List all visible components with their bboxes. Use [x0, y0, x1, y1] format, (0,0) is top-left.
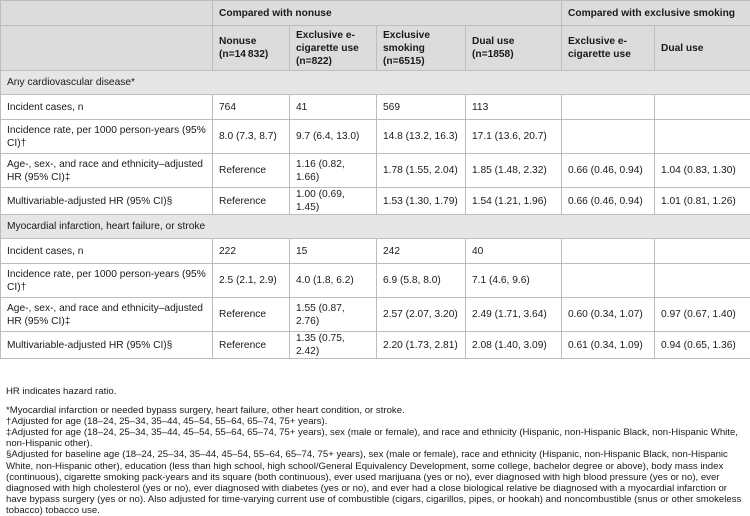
row-label: Multivariable-adjusted HR (95% CI)§ — [1, 332, 213, 359]
table-cell: 1.85 (1.48, 2.32) — [466, 154, 562, 188]
header-columns-row — [1, 26, 750, 71]
table-row — [1, 239, 750, 264]
table-cell: 4.0 (1.8, 6.2) — [290, 264, 377, 298]
footnote-asterisk: *Myocardial infarction or needed bypass surgery, heart failure, other heart condition, or stroke. — [6, 405, 744, 416]
table-cell: 222 — [213, 239, 290, 264]
row-label: Incidence rate, per 1000 person-years (95% CI)† — [1, 264, 213, 298]
table-footnotes — [6, 386, 744, 516]
header-group-row — [1, 1, 750, 26]
table-cell: 1.53 (1.30, 1.79) — [377, 188, 466, 215]
header-blank — [1, 1, 213, 26]
table-row — [1, 154, 750, 188]
table-cell: 0.94 (0.65, 1.36) — [655, 332, 750, 359]
table-cell: 8.0 (7.3, 8.7) — [213, 120, 290, 154]
table-cell: 242 — [377, 239, 466, 264]
table-cell: 40 — [466, 239, 562, 264]
table-cell: 2.49 (1.71, 3.64) — [466, 298, 562, 332]
table-cell: 7.1 (4.6, 9.6) — [466, 264, 562, 298]
table-cell: Reference — [213, 298, 290, 332]
table-cell: 9.7 (6.4, 13.0) — [290, 120, 377, 154]
section-title: Myocardial infarction, heart failure, or stroke — [1, 215, 750, 239]
footnote-section: §Adjusted for baseline age (18–24, 25–34, 35–44, 45–54, 55–64, 65–74, 75+ years), sex (male or female), race and ethnicity (Hispanic, non-Hispanic Black, non-Hispanic White, non-Hispanic other), education (less than high school, high school/General Equivalency Development, some college, bachelor degree or above), body mass index (continuous), cigarette smoking pack-years and its square (both continuous), ever used marijuana (yes or no), ever diagnosed with high blood pressure (yes or no), ever diagnosed with high cholesterol (yes or no), ever diagnosed with diabetes (yes or no), and ever had a close biological relative be diagnosed with a myocardial infarction or have bypass surgery (yes or no). Also adjusted for time-varying current use of combustible (cigars, cigarillos, pipes, or hookah) and noncombustible (snus or other smokeless tobacco) tobacco use. — [6, 449, 744, 516]
table-cell: 1.35 (0.75, 2.42) — [290, 332, 377, 359]
header-blank — [1, 26, 213, 71]
table-cell: Reference — [213, 154, 290, 188]
table-cell — [562, 120, 655, 154]
table-cell — [562, 95, 655, 120]
column-header: Nonuse (n=14 832) — [213, 26, 290, 71]
table-cell — [655, 95, 750, 120]
table-cell: 1.00 (0.69, 1.45) — [290, 188, 377, 215]
column-header: Exclusive smoking (n=6515) — [377, 26, 466, 71]
table-cell: 113 — [466, 95, 562, 120]
table-cell: Reference — [213, 188, 290, 215]
column-header: Exclusive e-cigarette use — [562, 26, 655, 71]
table-cell: 17.1 (13.6, 20.7) — [466, 120, 562, 154]
table-cell: 1.04 (0.83, 1.30) — [655, 154, 750, 188]
row-label: Multivariable-adjusted HR (95% CI)§ — [1, 188, 213, 215]
footnote-double-dagger: ‡Adjusted for age (18–24, 25–34, 35–44, 45–54, 55–64, 65–74, 75+ years), sex (male or female), and race and ethnicity (Hispanic, non-Hispanic Black, non-Hispanic White, non-Hispanic other). — [6, 427, 744, 449]
table-cell: 1.55 (0.87, 2.76) — [290, 298, 377, 332]
table-row — [1, 95, 750, 120]
row-label: Incident cases, n — [1, 95, 213, 120]
column-header: Exclusive e-cigarette use (n=822) — [290, 26, 377, 71]
section-row — [1, 215, 750, 239]
row-label: Age-, sex-, and race and ethnicity–adjusted HR (95% CI)‡ — [1, 154, 213, 188]
footnote-abbreviation: HR indicates hazard ratio. — [6, 386, 744, 397]
section-title: Any cardiovascular disease* — [1, 71, 750, 95]
row-label: Incidence rate, per 1000 person-years (95% CI)† — [1, 120, 213, 154]
table-row — [1, 298, 750, 332]
table-cell: 15 — [290, 239, 377, 264]
header-group-smoking: Compared with exclusive smoking — [562, 1, 750, 26]
table-cell: 41 — [290, 95, 377, 120]
section-row — [1, 71, 750, 95]
table-row — [1, 264, 750, 298]
table-cell: 0.61 (0.34, 1.09) — [562, 332, 655, 359]
table-cell: 1.54 (1.21, 1.96) — [466, 188, 562, 215]
table-cell — [562, 264, 655, 298]
table-cell: 2.5 (2.1, 2.9) — [213, 264, 290, 298]
table-cell: 0.97 (0.67, 1.40) — [655, 298, 750, 332]
table-cell: 1.78 (1.55, 2.04) — [377, 154, 466, 188]
table-cell — [655, 239, 750, 264]
table-cell: 0.66 (0.46, 0.94) — [562, 154, 655, 188]
table-cell: 14.8 (13.2, 16.3) — [377, 120, 466, 154]
row-label: Age-, sex-, and race and ethnicity–adjusted HR (95% CI)‡ — [1, 298, 213, 332]
table-cell: 2.20 (1.73, 2.81) — [377, 332, 466, 359]
header-group-nonuse: Compared with nonuse — [213, 1, 562, 26]
table-cell: 569 — [377, 95, 466, 120]
footnote-dagger: †Adjusted for age (18–24, 25–34, 35–44, 45–54, 55–64, 65–74, 75+ years). — [6, 416, 744, 427]
column-header: Dual use (n=1858) — [466, 26, 562, 71]
table-cell: 2.57 (2.07, 3.20) — [377, 298, 466, 332]
table-row — [1, 188, 750, 215]
table-row — [1, 120, 750, 154]
table-cell: 2.08 (1.40, 3.09) — [466, 332, 562, 359]
table-cell: 764 — [213, 95, 290, 120]
table-cell: 0.60 (0.34, 1.07) — [562, 298, 655, 332]
table-cell — [655, 264, 750, 298]
row-label: Incident cases, n — [1, 239, 213, 264]
table-cell: 1.01 (0.81, 1.26) — [655, 188, 750, 215]
column-header: Dual use — [655, 26, 750, 71]
table-cell: Reference — [213, 332, 290, 359]
table-cell: 1.16 (0.82, 1.66) — [290, 154, 377, 188]
table-cell: 0.66 (0.46, 0.94) — [562, 188, 655, 215]
table-cell: 6.9 (5.8, 8.0) — [377, 264, 466, 298]
table-row — [1, 332, 750, 359]
table-cell — [562, 239, 655, 264]
table-cell — [655, 120, 750, 154]
